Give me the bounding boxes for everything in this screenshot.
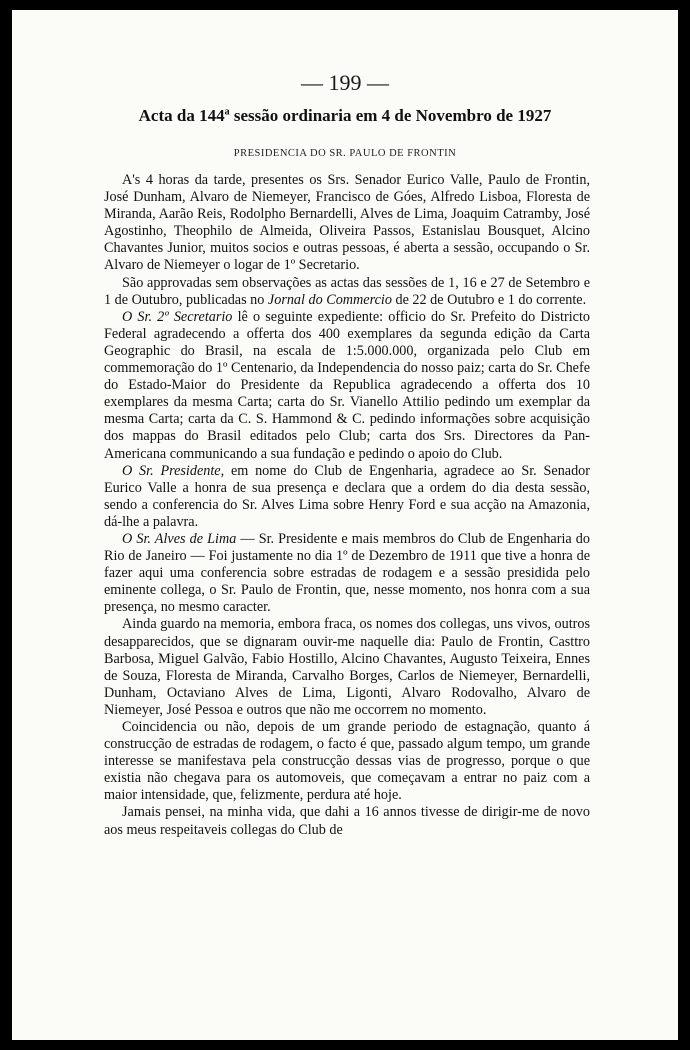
title-superscript: a	[224, 106, 230, 118]
document-page	[12, 10, 678, 1040]
paragraph-attendance: A's 4 horas da tarde, presentes os Srs. Senador Eurico Valle, Paulo de Frontin, José Dunham, Alvaro de Niemeyer, Francisco de Góes, Alfredo Lisboa, Floresta de Miranda, Aarão Reis, Rodolpho Bernardelli, Alves de Lima, Joaquim Catramby, José Agostinho, Theophilo de Almeida, Oliveira Passos, Estanislau Bousquet, Alcino Chavantes Junior, muitos socios e outras pessoas, é aberta a sessão, occupando o Sr. Alvaro de Niemeyer o logar de 1º Secretario.	[104, 172, 590, 274]
paragraph-memory: Ainda guardo na memoria, embora fraca, os nomes dos collegas, uns vivos, outros desapparecidos, que se dignaram ouvir-me naquelle dia: Paulo de Frontin, Casttro Barbosa, Miguel Galvão, Fabio Hostillo, Alcino Chavantes, Augusto Teixeira, Ennes de Souza, Floresta de Miranda, Carvalho Borges, Carlos de Niemeyer, Bernardelli, Dunham, Octaviano Alves de Lima, Ligonti, Alvaro Rodovalho, Alvaro de Niemeyer, José Pessoa e outros que não me occorrem no momento.	[104, 616, 590, 718]
secretary-text: lê o seguinte expediente: officio do Sr. Prefeito do Districto Federal agradecendo a offerta dos 400 exemplares da segunda edição da Carta Geographic do Brasil, na escala de 1:5.000.000, organizada pelo Club em commemoração do 1º Centenario, da Independencia do nosso paiz; carta do Sr. Chefe do Estado-Maior do Presidente da Republica agradecendo a offerta dos 10 exemplares da mesma Carta; carta do Sr. Vianello Attilio pedindo um exemplar da mesma Carta; carta da C. S. Hammond & C. pedindo informações sobre acquisição dos mappas do Brasil editados pelo Club; carta dos Srs. Directores da Pan-Americana communicando a sua fundação e pedindo o apoio do Club.	[104, 308, 590, 462]
document-title	[12, 106, 678, 126]
speaker-secretary: O Sr. 2º Secretario	[122, 308, 233, 325]
page-number: — 199 —	[301, 70, 389, 95]
paragraph-coincidence: Coincidencia ou não, depois de um grande periodo de estagnação, quanto á construcção de estradas de rodagem, o facto é que, passado algum tempo, um grande interesse se manifestava pela construcção dessas vias de progresso, porque o que existia não chegava para os automoveis, que começavam a entrar no paiz com a maior intensidade, que, felizmente, perdura até hoje.	[104, 719, 590, 804]
president-text: em nome do Club de Engenharia, agradece ao Sr. Senador Eurico Valle a honra de sua presença e declara que a ordem do dia desta sessão, sendo a conferencia do Sr. Alves Lima sobre Henry Ford e sua acção na Amazonia, dá-lhe a palavra.	[104, 462, 591, 530]
document-body	[104, 172, 590, 839]
presidency-subtitle: PRESIDENCIA DO SR. PAULO DE FRONTIN	[233, 148, 457, 159]
alves-lima-text: — Sr. Presidente e mais membros do Club de Engenharia do Rio de Janeiro — Foi justamente no dia 1º de Dezembro de 1911 que tive a honra de fazer aqui uma conferencia sobre estradas de rodagem e a sessão presidida pelo eminente collega, o Sr. Paulo de Frontin, que, nesse momento, nos honra com a sua presença, no mesmo caracter.	[104, 530, 590, 616]
title-main: Acta da 144	[138, 106, 225, 125]
approval-text: São approvadas sem observações as actas das sessões de 1, 16 e 27 de Setembro e 1 de Outubro, publicadas no	[104, 274, 590, 308]
paragraph-closing: Jamais pensei, na minha vida, que dahi a 16 annos tivesse de dirigir-me de novo aos meus respeitaveis collegas do Club de	[104, 804, 590, 838]
paragraph-president	[104, 463, 590, 531]
speaker-president: O Sr. Presidente,	[122, 462, 225, 479]
paragraph-alves-lima	[104, 531, 590, 616]
journal-name: Jornal do Commercio	[267, 291, 392, 308]
title-rest: sessão ordinaria em 4 de Novembro de 1927	[229, 106, 552, 125]
paragraph-minutes-approval	[104, 275, 590, 309]
speaker-alves-lima: O Sr. Alves de Lima	[122, 530, 237, 547]
approval-end: de 22 de Outubro e 1 do corrente.	[391, 291, 587, 308]
paragraph-secretary	[104, 309, 590, 463]
